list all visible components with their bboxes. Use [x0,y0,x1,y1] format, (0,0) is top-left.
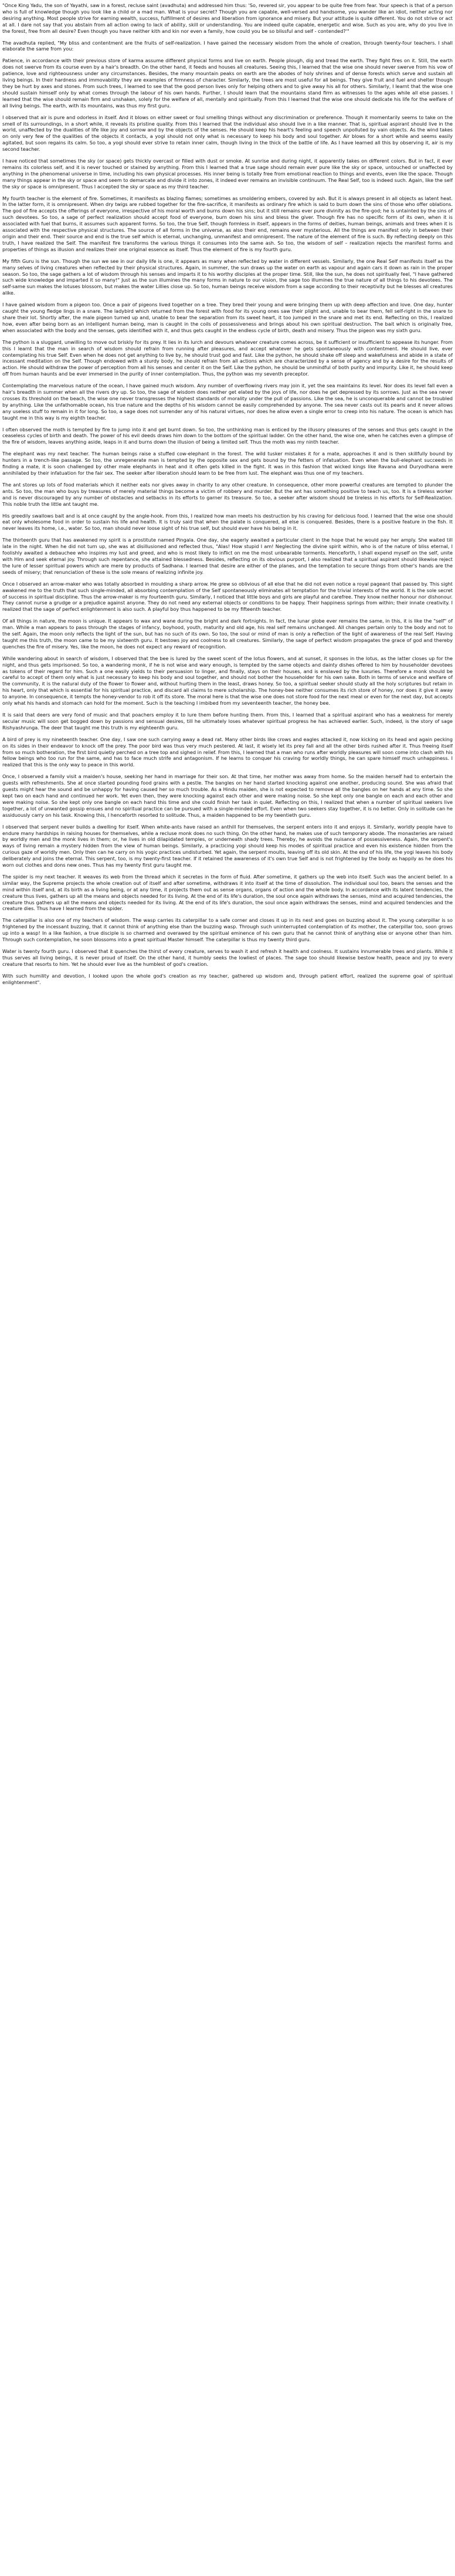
paragraph-11: I often observed the moth is tempted by fire to jump into it and get burnt down. So too, the unthinking man is enticed by the illusory pleasures of the senses and thus gets caught in the ceaseless cycles of birth and death. The power of his evil deeds draws him down to the bottom of the spiritual ladder. On the other hand, the wise one, when he catches even a glimpse of the fire of wisdom, leaves anything aside, leaps in it and burns down the illusion of being a limited self. Thus the moth was my ninth teacher. [2,426,453,445]
paragraph-10: Contemplating the marvelous nature of the ocean, I have gained much wisdom. Any number of overflowing rivers may join it, yet the sea maintains its level. Nor does its level fall even a hair's breadth in summer when all the rivers dry up. So too, the sage of wisdom does neither get elated by the joys of life, nor does he get depressed by its sorrows. Just as the sea never crosses its threshold on the beach, the wise one never transgresses the highest standards of morality under the pull of passions. Like the sea, he is unconquerable and cannot be troubled by anything. Like the unfathomable ocean, his true nature and the depths of his wisdom cannot be easily comprehended by anyone. The sea never casts out its pearls and it never allows any useless stuff to remain in it for long. So too, a sage does not surrender any of his natural virtues, nor does he allow even a single error to creep into his nature. The ocean is which has taught me in this way is my eighth teacher. [2,383,453,421]
paragraph-21: Once, I observed a family visit a maiden's house, seeking her hand in marriage for their son. At that time, her mother was away from home. So the maiden herself had to entertain the guests with refreshments. She at once started pounding food grains with a pestle. The bangles on her hand started knocking against one another, producing sound. She was afraid that guests might hear the sound and be unhappy for having caused her so much trouble. As a Hindu maiden, she is not expected to remove all the bangles on her hands at any time. So she kept two on each hand and continued her work. Yet even then, they were knocking against each other and were making noise. So she kept only one bangle on each and each other and were making noise. So she kept only one bangle on each hand this time and she could finish her task in quiet. Reflecting on this, I realized that when a number of spiritual seekers live together, a lot of unwanted gossip ensues and no spiritual practice can be pursued with a single-minded effort. Even when two seekers stay together, it is no better. Only in solitude can he assiduously carry on his task. Knowing this, I henceforth resorted to solitude. Thus, a maiden happened to be my twentieth guru. [2,773,453,818]
paragraph-14: His greedily swallows bait and is at once caught by the angle-hook. From this, I realized how man meets his destruction by his craving for delicious food. I learned that the wise one should eat only wholesome food in order to sustain his life and health. It is truly said that when the palate is conquered, all else is conquered. Besides, there is a positive feature in the fish. It never leaves its home, i.e., water. So too, man should never loose sight of his true self, but should ever have his being in it. [2,512,453,532]
paragraph-3: Patience, in accordance with their previous store of karma assume different physical forms and live on earth. People plough, dig and tread the earth. They fight fires on it. Still, the earth does not swerve from its course even by a hair's breadth. On the other hand, it feeds and houses all creatures. Seeing this, I learned that the wise one should never swerve from his vow of patience, love and righteousness under any circumstances. Besides, the many mountain peaks on earth are the abodes of holy shrines and of dense forests which serve and sustain all living beings. In their hardness and immovability they are examples of firmness of character. Similarly, the trees are most useful for all beings. They give fruit and fuel and shelter though they be hurt by axes and stones. From such trees, I learned to see that the good person lives only for helping others and to give away his all for others. Similarly, I learnt that the wise one should sustain himself only by what comes through the labour of his own hands. Further, I should learn that the mountains stand firm as witnesses to the ages while all else passes. I learned that the wise should remain firm and unshaken, solely for the welfare of all, mentally and spiritually. From this I learned that the wise one should dedicate his life for the welfare of all living beings. The earth, with its mountains, was thus my first guru. [2,58,453,109]
paragraph-22: I observed that serpent never builds a dwelling for itself. When white-ants have raised an anthill for themselves, the serpent enters into it and enjoys it. Similarly, worldly people have to endure many hardships in raising houses for themselves, while a recluse monk does no such thing. On the other hand, he makes use of such temporary abode. The monasteries are raised by worldly men and the monk lives in them; or, he lives in old dilapidated temples, or underneath shady trees. Thereby, he avoids the nuisance of possessiveness. Again, the serpent's ways of living remain a mystery hidden from the view of human beings. Similarly, a practicing yogi should keep his modes of spiritual practice and even his existence hidden from the curious gaze of worldly men. Only then can he carry on his yogic practices undisturbed. Yet again, the serpent moults, leaving off its old skin. At the end of his life, the yogi leaves his body deliberately and joins the eternal. This serpent, too, is my twenty-first teacher. If it retained the awareness of it's own true Self and is not frightened by the body as happily as he does his worn out clothes and dons new ones. Thus has my twenty first guru taught me. [2,823,453,868]
paragraph-12: The elephant was my next teacher. The human beings raise a stuffed cow-elephant in the forest. The wild tusker mistakes it for a mate, approaches it and is then skillfully bound by hunters in a trench-like passage. So too, the unregenerate man is tempted by the opposite sex and gets bound by the fetters of infatuation. Even when the bull-elephant succeeds in finding a mate, it is soon challenged by other male elephants in heat and it often gets killed in the fight. It was in this fashion that wicked kings like Ravana and Duryodhana were annihilated by their infatuation for the fair sex. The seeker after liberation should learn to be free from lust. The elephant was thus one of my teachers. [2,451,453,476]
paragraph-6: My fourth teacher is the element of fire. Sometimes, it manifests as blazing flames; sometimes as smoldering embers, covered by ash. But it is always present in all objects as latent heat. In the latter form, it is omnipresent. When dry twigs are rubbed together for the fire-sacrifice, it manifests as ordinary fire which is said to burn down the sins of those who offer oblations. The god of fire accepts the offerings of everyone, irrespective of his moral worth and burns down his sins; but it still remains ever pure divinity as the fire-god; he is untainted by the sins of such devotees. So too, a sage of perfect realization should accept food of everyone, burn down his sins and bless the giver. Though fire has no specific form of its own, when it is associated with fuel that burns, it assumes such apparent forms. So too, the true Self, though formless in itself, appears in the forms of deities, human beings, animals and trees when it is associated with the respective physical structures. The source of all forms in the universe, as also their end, remains ever mysterious. All the things are manifest only in between their origin and their end. Their source and end is the true self which is eternal, unchanging, unmanifest and omnipresent. The nature of the element of fire is such. By reflecting deeply on this truth, I have realized the Self. The manifest fire transforms the various things it consumes into the same ash. So too, the wisdom of self – realization rejects the manifest forms and properties of things as illusion and realizes their one original essence as itself. Thus the element of fire is my fourth guru. [2,195,453,252]
paragraph-18: While wandering about in search of wisdom, I observed that the bee is lured by the sweet scent of the lotus flowers, and at sunset, it sponses in the lotus, as the latter closes up for the night, and thus gets imprisoned. So too, a wandering monk, if he is not wise and wary enough, is tempted by the same objects and dainty dishes offered to him by householder devotees as tokens of their regard for him. Such a one easily yields to their persuasion to linger, and finally, stays on their houses, and is enslaved by the luxuries. Therefore a monk should be careful to accept of them only what is just necessary to keep his body and soul together, and should not bother the householder for his own sake. Both in terms of service and welfare of the community, it is the natural duty of the flower to flower and, without hurting them in the least, draws honey. So too, a spiritual seeker should study all the holy scriptures but retain in his heart, only that which is essential for his spiritual practice, and discard all claims to mere scholarship. The honey-bee neither consumes its rich store of honey, nor does it give it away to anyone. In consequence, it tempts the honey-vendor to rob it off its store. The moral here is that the wise one does not store food for the next meal or even for the next day, but accepts only what his hands and stomach can hold for the moment. Such is the teaching I imbibed from my seventeenth teacher, the honey bee. [2,655,453,706]
paragraph-24: The caterpillar is also one of my teachers of wisdom. The wasp carries its caterpillar to a safe corner and closes it up in its nest and goes on buzzing about it. The young caterpillar is so frightened by the incessant buzzing, that it cannot think of anything else than the buzzing wasp. Through such uninterrupted contemplation of its mother, the caterpillar too, soon grows up into a wasp! In a like fashion, a true disciple is so charmed and overawed by the spiritual eminence of his own guru that he cannot think of anything else or anyone other than him. Through such contemplation, he soon blossoms into a great spiritual Master himself. The caterpillar is thus my twenty third guru. [2,917,453,943]
paragraph-17: Of all things in nature, the moon is unique. It appears to wax and wane during the bright and dark fortnights. In fact, the lunar globe ever remains the same, in this, it is like the "self" of man. While a man appears to pass through the stages of infancy, boyhood, youth, maturity and old age, his real self remains unchanged. All changes pertain only to the body and not to the self. Again, the moon only reflects the light of the sun, but has no such of its own. So too, the soul or mind of man is only a reflection of the light of awareness of the real Self. Having taught me this truth, the moon came to be my sixteenth guru. It bestows joy and coolness to all creatures. Similarly, the sage of perfect wisdom propagates the grace of god and thereby quenches the fire of misery. Yes, like the moon, he does not expect any reward of recognition. [2,618,453,650]
paragraph-25: Water is twenty fourth guru. I observed that it quenches the thirst of every creature, serves to wash it and refresh it health and coolness. It sustains innumerable trees and plants. While it thus serves all living beings, it is never proud of itself. On the other hand, it humbly seeks the lowliest of places. The sage too should likewise bestow health, peace and joy to every creature that resorts to him. Yet he should ever live as the humblest of god's creation. [2,948,453,967]
paragraph-2: The avadhuta replied, "My bliss and contentment are the fruits of self-realization. I have gained the necessary wisdom from the whole of creation, through twenty-four teachers. I shall elaborate the same from you: [2,39,453,52]
paragraph-1: "Once King Yadu, the son of Yayathi, saw in a forest, recluse saint (avadhuta) and addressed him thus: 'So, revered sir, you appear to be quite free from fear. Your speech is that of a person who is full of knowledge though you look like a child or a mad man. What is your secret? Though you are capable, well-versed and handsome, you wander like an idiot, neither acting nor desiring anything. Most people strive for earning wealth, success, fulfillment of desires and liberation from ignorance and misery. But your attitude is quite different. You do not strive or act at all. I dare not say that you abstain from all action owing to lack of ability, skill or understanding. You are indeed quite capable, energetic and wise. Such as you are, why do you live in the forest, free from all desire? Even though you have neither kith and kin nor even a family, how could you be so blissful and self - contended?'" [2,2,453,34]
paragraph-7: My fifth Guru is the sun. Though the sun we see in our daily life is one, it appears as many when reflected by water in different vessels. Similarly, the one Real Self manifests itself as the many selves of living creatures when reflected by their physical structures. Again, in summer, the sun draws up the water on earth as vapour and again cars it down as rain in the proper season. So too, the sage gathers a lot of wisdom through his senses and imparts it to his worthy disciples at the proper time. Still, like the sun, he does not spiritually feel, "I have gathered such wide knowledge and imparted it so many!" Just as the sun illumines the many forms in nature to our vision, the sage too illumines the true nature of all things to his devotees. The self-same sun makes the lotuses blossom, but makes the water Lillies close up. So too, human beings receive wisdom from a sage according to their receptivity but he blesses all creatures alike. [2,258,453,296]
paragraph-16: Once I observed an arrow-maker who was totally absorbed in moulding a sharp arrow. He grew so oblivious of all else that he did not even notice a royal pageant that passed by. This sight awakened me to the truth that such single-minded, all absorbing contemplation of the Self spontaneously eliminates all temptation for the trivial interests of the world. It is the sole secret of success in spiritual discipline. Thus the arrow-maker is my fourteenth guru. Similarly, I noticed that little boys and girls are playful and carefree. They know neither honour nor dishonour. They cannot nurse a grudge or a prejudice against anyone. They do not need any external objects or conditions to be happy. Their happiness springs from within; their innate creativity. I realized that the sage of perfect enlightenment is also such. A playful boy thus happened to be my fifteenth teacher. [2,580,453,613]
paragraph-4: I observed that air is pure and odorless in itself. And it blows on either sweet or foul smelling things without any discrimination or preference. Though it momentarily seems to take on the smell of its surroundings, in a short while, it reveals its pristine quality. From this I learned that the individual also should live in a like manner. That is, spiritual aspirant should live in the world, unaffected by the dualities of life like joy and sorrow and by the objects of the senses. He should keep his heart's feeling and speech unpolluted by vain objects. As the wind takes on only very few of the qualities of the objects it contacts, a yogi should not only what is necessary to keep his body and soul together. Air blows for a short while and seems easily agitated, but soon regains its calm. So too, a yogi should ever strive to retain inner calm, though living in the thick of the battle of life. As I have learned all this by observing it, air is my second teacher. [2,114,453,153]
paragraph-20: A bird of prey is my nineteenth teacher. One day, I saw one such carrying away a dead rat. Many other birds like crows and eagles attacked it, now kicking on its head and again pecking on its sides in their endeavor to knock off the prey. The poor bird was thus very much pestered. At last, it wisely let its prey fall and all the other birds rushed after it. Thus freeing itself from so much botheration, the first bird quietly perched on a tree top and sighed in relief. From this, I learned that a man who runs after worldly pleasures will soon come into clash with his fellow beings who too run for the same, and has to face much strife and antagonism. If he learns to conquer his craving for worldly things, he can spare himself much unhappiness. I realized that this is the only way to peace in this world. [2,736,453,768]
paragraph-15: The thirteenth guru that has awakened my spirit is a prostitute named Pingala. One day, she eagerly awaited a particular client in the hope that he would pay her amply. She waited till late in the night. When he did not turn up, she was at disillusioned and reflected thus, "Alas! How stupid I am! Neglecting the divine spirit within, who is of the nature of bliss eternal, I foolishly awaited a debauchee who inspires my lust and greed, and who is most likely to inflict on me the most unbearable torments. Henceforth, I shall expend myself on the self, unite with Him and seek eternal joy. Through such repentance, she attained blessedness. Besides, reflecting on its obvious purport, I also realized that a spiritual aspirant should likewise reject the lure of lesser spiritual powers which are mere by products of Sadhana. I learned that desire are either of the planes, and the temptation to secure things from other's hands are the seeds of misery; that renunciation of these is the sole means of realizing infinite joy. [2,537,453,575]
paragraph-9: The python is a sluggard, unwilling to move out briskly for its prey. It lies in its lurch and devours whatever creature comes across, be it sufficient or insufficient to appease its hunger. From this I learnt that the man in search of wisdom should refrain from running after pleasures, and accept whatever he gets spontaneously with contentment. He should live, ever contemplating his true Self. Even when he does not get anything to live by, he should trust god and fast. Like the python, he should shake off sleep and wakefulness and abide in a state of incessant meditation on the Self. Though endowed with a sturdy body, he should refrain from all actions which are characterized by a sense of agency and by a desire for the results of action. He should withdraw the power of perception from all his senses and center it on the Self. Like the python, he should be unmindful of both purity and impurity. Like it, he should keep off from human haunts and be ever immersed in the purity of inner contemplation. Thus, the python was my seventh preceptor. [2,339,453,377]
paragraph-23: The spider is my next teacher. It weaves its web from the thread which it secretes in the form of fluid. After sometime, it gathers up the web into itself. Such was the ancient belief. In a similar way, the Supreme projects the whole creation out of itself and after sometime, withdraws it into itself at the time of dissolution. The individual soul too, bears the senses and the mind within itself and, at its birth as a living being, or at any time, it projects them out as sense organs, organs of action and the whole body. In accordance with its latent tendencies, the creature thus lives, gathers up all the means and objects needed for its living. At the end of its life's duration, the soul once again withdraws the senses, mind and acquired tendencies, the creature thus gathers up all the means and objects needed for its living. At the end of its life's duration, the soul once again withdraws the senses, mind and acquired tendencies and the creature dies. Thus have I learned from the spider. [2,873,453,912]
paragraph-13: The ant stores up lots of food materials which it neither eats nor gives away in charity to any other creature. In consequence, other more powerful creatures are tempted to plunder the ants. So too, the man who buys by treasures of merely material things become a victim of robbery and murder. But the ant has something positive to teach us, too. It is a tireless worker and is never discouraged by any number of obstacles and setbacks in its efforts to garner its treasure. So too, a seeker after wisdom should be tireless in his efforts for Self-Realization. This noble truth the little ant taught me. [2,481,453,507]
paragraph-5: I have noticed that sometimes the sky (or space) gets thickly overcast or filled with dust or smoke. At sunrise and during night, it apparently takes on different colors. But in fact, it ever remains its colorless self, and it is never touched or stained by anything. From this I learned that a true sage should remain ever pure like the sky or space, untouched or unaffected by anything in the phenomenal universe in time, including his own physical processes. His inner being is totally free from emotional reaction to things and events, even like the space. Though many things appear in the sky or space and seem to demarcate and divide it into zones, it indeed ever remains an invisible continuum. The Real Self, too is indeed such. Again, like the self the sky or space is omnipresent. Thus I accepted the sky or space as my third teacher. [2,158,453,190]
paragraph-8: I have gained wisdom from a pigeon too. Once a pair of pigeons lived together on a tree. They bred their young and were bringing them up with deep affection and love. One day, hunter caught the young fledge lings in a snare. The ladybird which returned from the forest with food for its young ones saw their plight and, unable to bear them, fell self-right in the snare to share their lot. Shortly after, the male pigeon turned up and, unable to bear the separation from its sweet heart, it too jumped in the snare and met its end. Reflecting on this, I realized how, even after being born as an intelligent human being, man is caught in the coils of possessiveness and brings about his own spiritual destruction. The bait which is originally free, when associated with the body and the senses, gets identified with it, and thus gets caught in the endless cycle of birth, death and misery. Thus the pigeon was my sixth guru. [2,302,453,333]
paragraph-19: It is said that deers are very fond of music and that poachers employ it to lure them before hunting them. From this, I learned that a spiritual aspirant who has a weakness for merely secular music will soon get bogged down by passions and sensual desires, till he ultimately loses whatever spiritual progress he has achieved earlier. Such, indeed, is the story of sage Rishyashrunga. The deer that taught me this truth is my eighteenth guru. [2,712,453,731]
paragraph-26: With such humility and devotion, I looked upon the whole god's creation as my teacher, gathered up wisdom and, through patient effort, realized the supreme goal of spiritual enlightenment". [2,972,453,985]
